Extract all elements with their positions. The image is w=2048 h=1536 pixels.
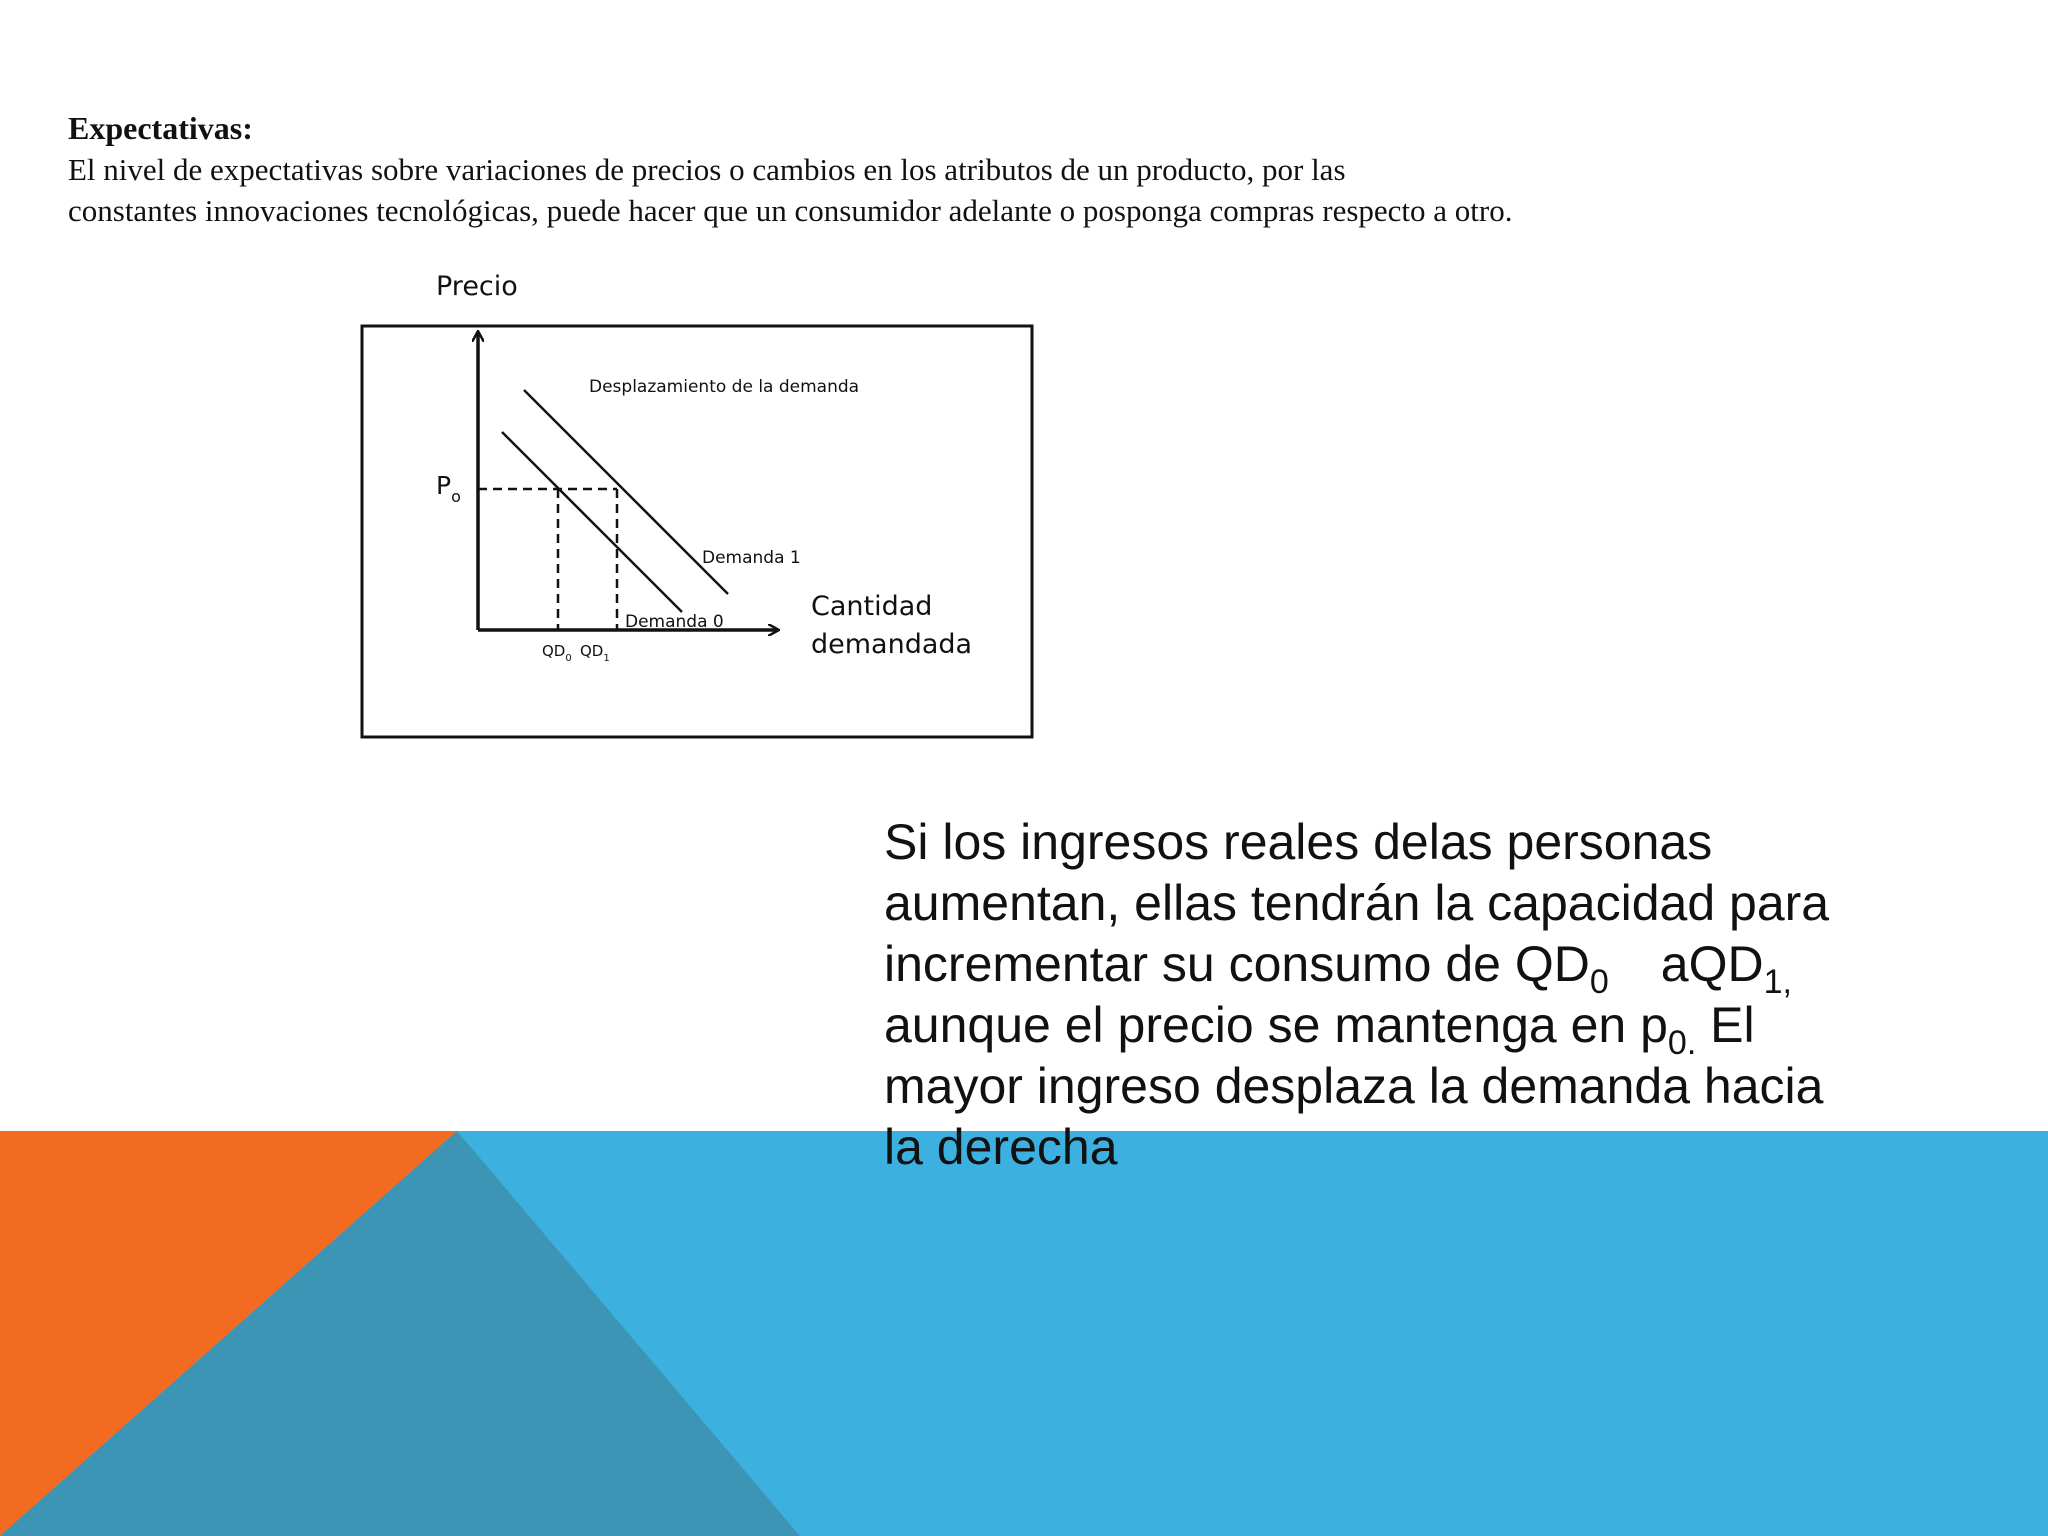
intro-title: Expectativas: (68, 110, 253, 146)
explanation-line-1: Si los ingresos reales delas personas (884, 814, 1713, 870)
explanation-line-4-a: aunque el precio se mantenga en p (884, 997, 1668, 1053)
qd0-label: $QD_0$ (542, 642, 572, 664)
x-axis-label-line-1: Cantidad (811, 591, 933, 622)
explanation-text (884, 812, 2024, 1178)
intro-line-2: constantes innovaciones tecnológicas, puede hacer que un consumidor adelante o posponga compras respecto a otro. (68, 193, 1513, 228)
demand-1-curve (524, 390, 728, 594)
price-label: $P_o$ (436, 471, 461, 506)
explanation-line-3-sub-b: 1, (1763, 963, 1792, 1001)
shift-label: Desplazamiento de la demanda (589, 377, 860, 397)
explanation-line-4-b: El (1696, 997, 1755, 1053)
y-axis-label: Precio (436, 271, 518, 302)
explanation-line-3-sub-a: 0 (1589, 963, 1609, 1001)
demand-1-label: Demanda 1 (702, 548, 801, 568)
explanation-line-4 (884, 995, 2024, 1062)
explanation-line-3-a: incrementar su consumo de QD (884, 936, 1590, 992)
explanation-line-5: mayor ingreso desplaza la demanda hacia (884, 1058, 1824, 1114)
explanation-line-2: aumentan, ellas tendrán la capacidad para (884, 875, 1830, 931)
explanation-line-4-sub: 0. (1667, 1024, 1697, 1062)
explanation-line-3 (884, 934, 2024, 1001)
x-axis-label-line-2: demandada (811, 629, 973, 660)
qd1-label: $QD_1$ (580, 642, 610, 664)
demand-0-label: Demanda 0 (625, 612, 724, 632)
intro-line-1: El nivel de expectativas sobre variaciones de precios o cambios en los atributos de un producto, por las (68, 152, 1346, 187)
explanation-line-6: la derecha (884, 1119, 1118, 1175)
explanation-line-3-b: aQD (1660, 936, 1764, 992)
